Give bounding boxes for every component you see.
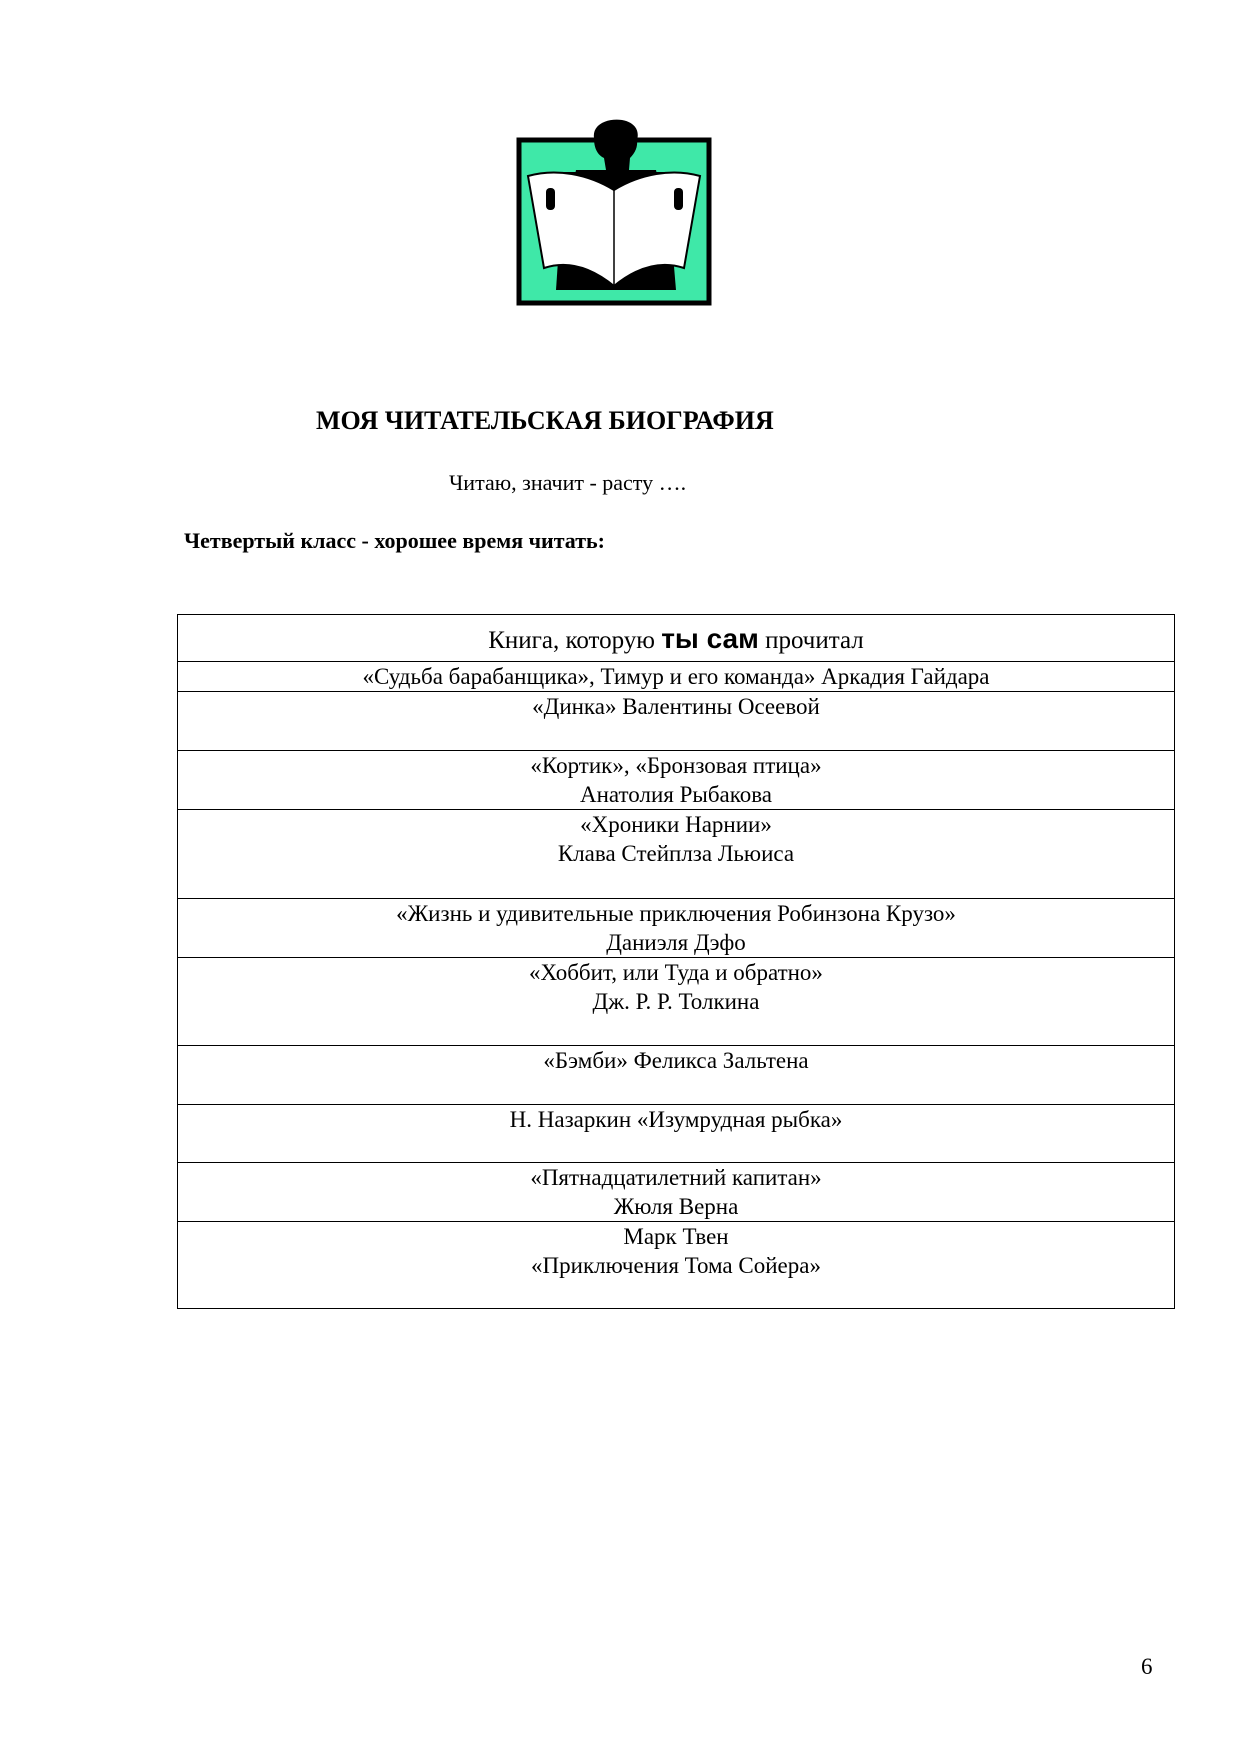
book-line-2: Даниэля Дэфо	[606, 930, 746, 955]
table-cell	[178, 692, 1175, 751]
table-row	[178, 662, 1175, 692]
book-line-1: Марк Твен	[623, 1224, 729, 1249]
book-line-1: «Кортик», «Бронзовая птица»	[530, 753, 822, 778]
section-lead: Четвертый класс - хорошее время читать:	[184, 528, 605, 553]
table-cell	[178, 1222, 1175, 1309]
table-cell	[178, 1046, 1175, 1105]
table-row	[178, 1163, 1175, 1222]
table-row	[178, 1105, 1175, 1163]
table-cell	[178, 662, 1175, 692]
book-line-2: Дж. Р. Р. Толкина	[592, 989, 760, 1014]
header-text-after: прочитал	[758, 626, 864, 654]
table-cell	[178, 810, 1175, 899]
page-subtitle: Читаю, значит - расту ….	[449, 470, 687, 495]
book-line-1: Н. Назаркин «Изумрудная рыбка»	[509, 1107, 843, 1132]
book-list-table	[177, 614, 1175, 1309]
book-line-1: «Жизнь и удивительные приключения Робинзона Крузо»	[396, 901, 956, 926]
book-line-2: Клава Стейплза Льюиса	[557, 841, 795, 866]
table-row	[178, 692, 1175, 751]
table-row	[178, 1046, 1175, 1105]
book-line-2: Анатолия Рыбакова	[579, 782, 773, 807]
book-line-2: «Приключения Тома Сойера»	[531, 1253, 821, 1278]
book-line-2: Жюля Верна	[613, 1194, 739, 1219]
table-row	[178, 899, 1175, 958]
table-cell	[178, 751, 1175, 810]
table-cell	[178, 899, 1175, 958]
page-number: 6	[1141, 1654, 1153, 1679]
table-cell	[178, 958, 1175, 1046]
table-row	[178, 751, 1175, 810]
table-cell	[178, 1105, 1175, 1163]
book-line-1: «Динка» Валентины Осеевой	[532, 694, 820, 719]
page-title: МОЯ ЧИТАТЕЛЬСКАЯ БИОГРАФИЯ	[316, 406, 774, 435]
book-line-1: «Хроники Нарнии»	[580, 812, 772, 837]
header-text-before: Книга, которую	[488, 626, 662, 654]
book-line-1: «Хоббит, или Туда и обратно»	[529, 960, 823, 985]
book-line-1: «Пятнадцатилетний капитан»	[530, 1165, 822, 1190]
header-text-emphasis: ты сам	[661, 622, 759, 654]
table-header-row	[178, 615, 1175, 662]
book-line-1: «Бэмби» Феликса Зальтена	[543, 1048, 809, 1073]
table-header-cell	[178, 615, 1175, 662]
reader-with-newspaper-icon	[516, 118, 712, 308]
book-line-1: «Судьба барабанщика», Тимур и его команда» Аркадия Гайдара	[362, 664, 990, 689]
table-row	[178, 958, 1175, 1046]
table-row	[178, 810, 1175, 899]
table-cell	[178, 1163, 1175, 1222]
table-row	[178, 1222, 1175, 1309]
